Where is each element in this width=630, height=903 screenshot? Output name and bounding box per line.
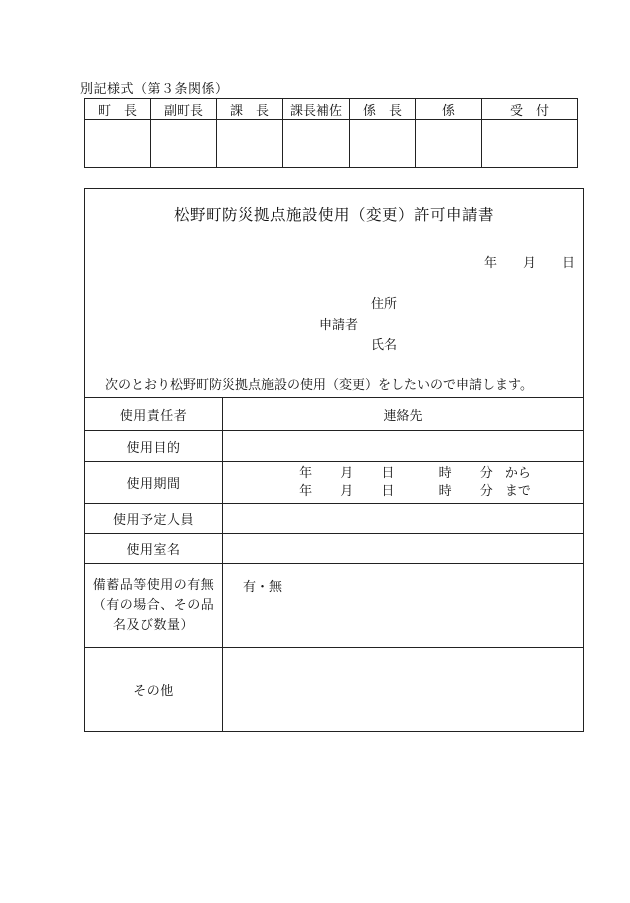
stamp-box-subsection-chief[interactable]: [350, 120, 416, 168]
detail-table: [85, 397, 583, 732]
approval-header-reception: 受 付: [482, 99, 578, 120]
period-to-year: 年: [299, 483, 313, 499]
date-day-label: 日: [561, 256, 575, 271]
name-label: 氏名: [371, 338, 398, 353]
period-from-row: [223, 465, 583, 483]
period-label: 使用期間: [85, 462, 223, 504]
stamp-box-section-chief[interactable]: [217, 120, 283, 168]
equipment-label-line3: 名及び数量）: [112, 617, 194, 633]
applicant-label: 申請者: [319, 318, 359, 333]
period-to-suffix: まで: [504, 483, 531, 499]
equipment-yes-no: 有・無: [243, 580, 283, 595]
purpose-label: 使用目的: [85, 431, 223, 462]
room-name-label: 使用室名: [85, 534, 223, 564]
approval-header-subsection-chief: 係 長: [350, 99, 416, 120]
form-title: 松野町防災拠点施設使用（変更）許可申請書: [173, 206, 494, 224]
period-to-day: 日: [381, 483, 395, 499]
room-name-field[interactable]: [223, 534, 584, 564]
stamp-box-mayor[interactable]: [85, 120, 151, 168]
equipment-field[interactable]: [223, 564, 584, 648]
approval-header-mayor: 町 長: [85, 99, 151, 120]
date-month-label: 月: [522, 256, 536, 271]
stamp-box-reception[interactable]: [482, 120, 578, 168]
intro-text: 次のとおり松野町防災拠点施設の使用（変更）をしたいので申請します。: [105, 378, 533, 393]
period-field[interactable]: [223, 462, 584, 504]
other-label: その他: [85, 648, 223, 732]
approval-header-staff: 係: [416, 99, 482, 120]
approval-stamp-table: [84, 98, 578, 168]
approval-header-deputy-mayor: 副町長: [151, 99, 217, 120]
stamp-box-staff[interactable]: [416, 120, 482, 168]
date-year-label: 年: [483, 256, 497, 271]
form-style-label: 別記様式（第３条関係）: [80, 82, 229, 97]
purpose-field[interactable]: [223, 431, 584, 462]
period-from-suffix: から: [504, 465, 531, 481]
period-to-month: 月: [340, 483, 354, 499]
equipment-label-line2: （有の場合、その品: [92, 597, 215, 613]
date-line: [458, 252, 575, 271]
stamp-box-assistant-chief[interactable]: [283, 120, 350, 168]
period-from-minute: 分: [479, 465, 493, 481]
period-to-minute: 分: [479, 483, 493, 499]
stamp-box-deputy-mayor[interactable]: [151, 120, 217, 168]
period-from-hour: 時: [438, 465, 452, 481]
period-to-hour: 時: [438, 483, 452, 499]
responsible-person-label: 使用責任者: [85, 398, 223, 431]
period-to-row: [223, 483, 583, 501]
period-from-day: 日: [381, 465, 395, 481]
other-field[interactable]: [223, 648, 584, 732]
contact-label: 連絡先: [383, 408, 423, 424]
application-form: [84, 188, 584, 732]
equipment-label: [85, 564, 223, 648]
address-label: 住所: [371, 297, 398, 312]
planned-people-label: 使用予定人員: [85, 504, 223, 534]
period-from-year: 年: [299, 465, 313, 481]
period-from-month: 月: [340, 465, 354, 481]
contact-cell[interactable]: [223, 398, 584, 431]
approval-header-section-chief: 課 長: [217, 99, 283, 120]
equipment-label-line1: 備蓄品等使用の有無: [92, 577, 215, 593]
approval-header-assistant-chief: 課長補佐: [283, 99, 350, 120]
planned-people-field[interactable]: [223, 504, 584, 534]
